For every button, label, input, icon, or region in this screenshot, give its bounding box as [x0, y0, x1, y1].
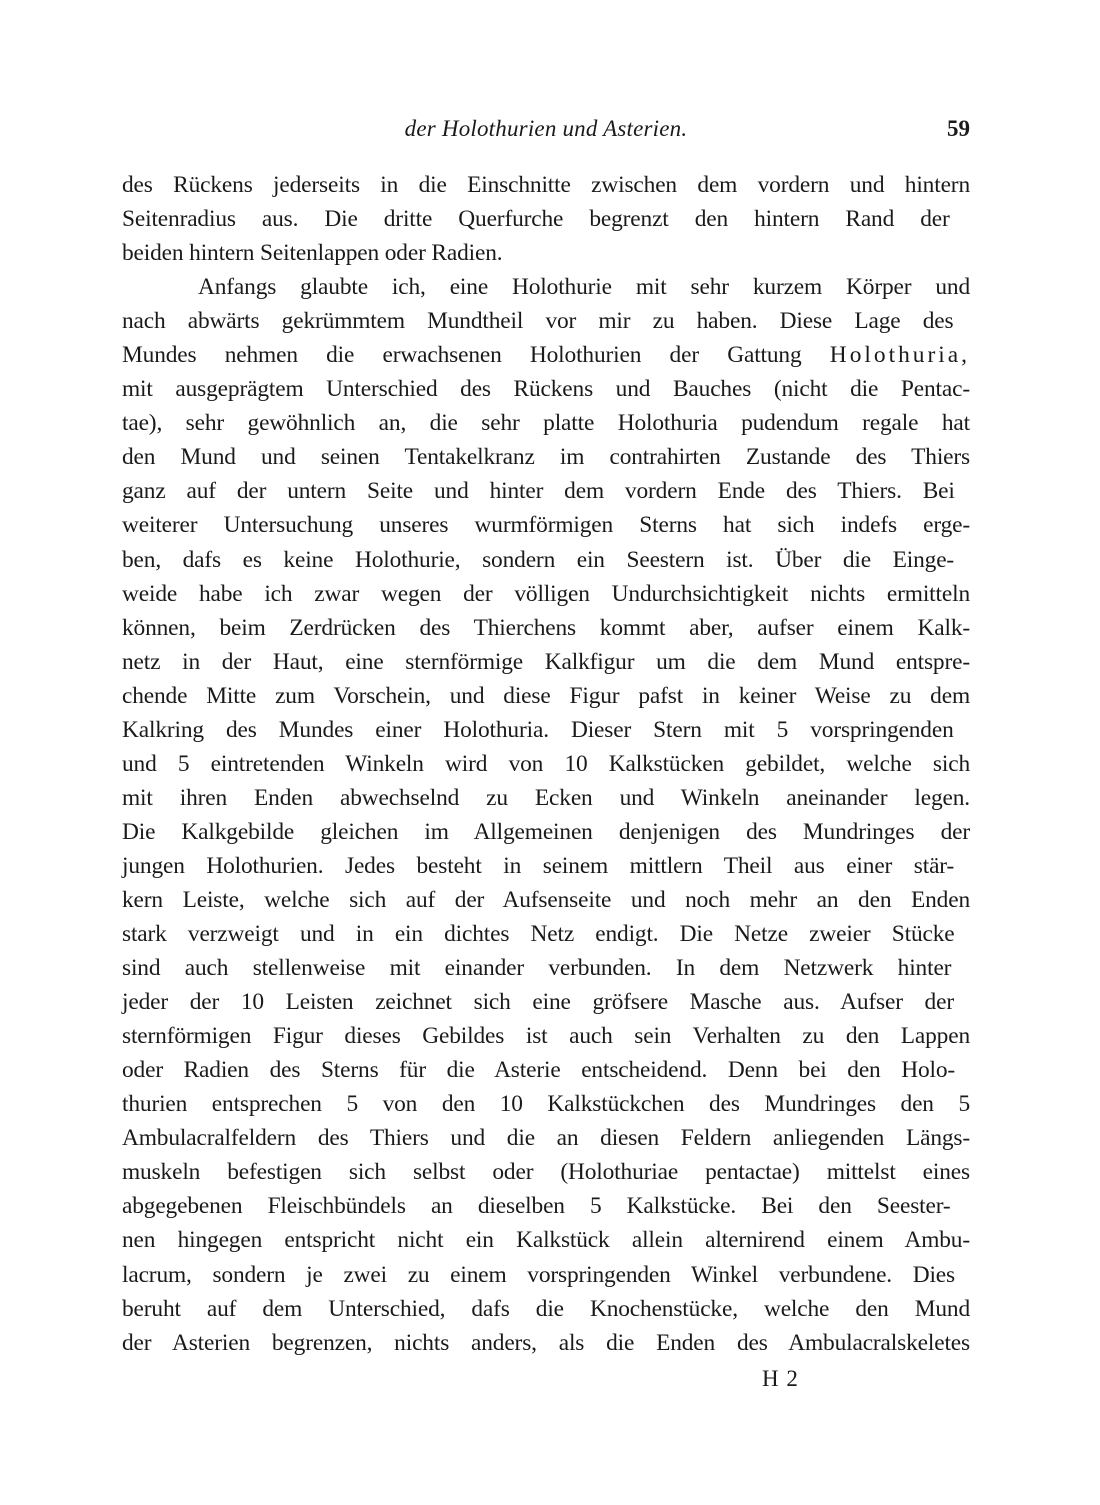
text-line: sind auch stellenweise mit einander verbunden. In dem Netzwerk hinter [122, 955, 952, 982]
text-line: Kalkring des Mundes einer Holothuria. Dieser Stern mit 5 vorspringenden [122, 716, 954, 743]
text-line: des Rückens jederseits in die Einschnitte zwischen dem vordern und hintern [122, 172, 970, 198]
text-line: mit ausgeprägtem Unterschied des Rückens und Bauches (nicht die Pentac- [122, 376, 970, 403]
paragraph [122, 270, 970, 1360]
paragraph [122, 168, 970, 270]
text-line-with-genus [122, 338, 970, 372]
text-line: kern Leiste, welche sich auf der Aufsenseite und noch mehr an den Enden [122, 886, 970, 913]
text-line: sternförmigen Figur dieses Gebildes ist auch sein Verhalten zu den Lappen [122, 1023, 970, 1050]
text-line: nen hingegen entspricht nicht ein Kalkstück allein alternirend einem Ambu- [122, 1227, 970, 1254]
text-line: können, beim Zerdrücken des Thierchens kommt aber, aufser einem Kalk- [122, 614, 970, 641]
text-line: den Mund und seinen Tentakelkranz im contrahirten Zustande des Thiers [122, 444, 970, 471]
text-line: jeder der 10 Leisten zeichnet sich eine gröfsere Masche aus. Aufser der [122, 989, 954, 1016]
body-text [122, 168, 970, 1360]
text-line: lacrum, sondern je zwei zu einem vorspringenden Winkel verbundene. Dies [122, 1261, 955, 1288]
signature-mark: H 2 [762, 1366, 799, 1391]
text-line: netz in der Haut, eine sternförmige Kalkfigur um die dem Mund entspre- [122, 648, 970, 675]
text-line: chende Mitte zum Vorschein, und diese Figur pafst in keiner Weise zu dem [122, 682, 970, 709]
genus-name-spaced: Holothuria, [829, 342, 970, 369]
text-line: mit ihren Enden abwechselnd zu Ecken und Winkeln aneinander legen. [122, 784, 970, 811]
text-line: der Asterien begrenzen, nichts anders, als die Enden des Ambulacralskeletes [122, 1329, 970, 1356]
text-line: und 5 eintretenden Winkeln wird von 10 Kalkstücken gebildet, welche sich [122, 750, 970, 777]
text-line: Ambulacralfeldern des Thiers und die an diesen Feldern anliegenden Längs- [122, 1125, 970, 1152]
running-title: der Holothurien und Asterien. [404, 116, 688, 141]
text-line: weide habe ich zwar wegen der völligen Undurchsichtigkeit nichts ermitteln [122, 580, 970, 607]
text-line: beruht auf dem Unterschied, dafs die Knochenstücke, welche den Mund [122, 1295, 970, 1322]
running-head [122, 112, 970, 146]
text-line: beiden hintern Seitenlappen oder Radien. [122, 240, 503, 267]
text-line: tae), sehr gewöhnlich an, die sehr platte Holothuria pudendum regale hat [122, 410, 970, 437]
text-line: muskeln befestigen sich selbst oder (Holothuriae pentactae) mittelst eines [122, 1159, 970, 1186]
text-line: jungen Holothurien. Jedes besteht in seinem mittlern Theil aus einer stär- [122, 852, 955, 879]
text-line: Die Kalkgebilde gleichen im Allgemeinen denjenigen des Mundringes der [122, 818, 970, 845]
text-line: weiterer Untersuchung unseres wurmförmigen Sterns hat sich indefs erge- [122, 512, 970, 539]
text-line: ganz auf der untern Seite und hinter dem vordern Ende des Thiers. Bei [122, 478, 955, 505]
text-line: nach abwärts gekrümmtem Mundtheil vor mir zu haben. Diese Lage des [122, 308, 954, 335]
text-line: ben, dafs es keine Holothurie, sondern ein Seestern ist. Über die Einge- [122, 546, 955, 573]
page-number: 59 [947, 116, 970, 141]
text-line: Seitenradius aus. Die dritte Querfurche begrenzt den hintern Rand der [122, 206, 950, 233]
text-line: oder Radien des Sterns für die Asterie entscheidend. Denn bei den Holo- [122, 1057, 956, 1084]
text-segment: Mundes nehmen die erwachsenen Holothurien der Gattung [122, 342, 802, 369]
text-line: thurien entsprechen 5 von den 10 Kalkstückchen des Mundringes den 5 [122, 1091, 970, 1118]
text-line: abgegebenen Fleischbündels an dieselben 5 Kalkstücke. Bei den Seester- [122, 1193, 951, 1220]
text-line: stark verzweigt und in ein dichtes Netz endigt. Die Netze zweier Stücke [122, 921, 955, 948]
text-line: Anfangs glaubte ich, eine Holothurie mit sehr kurzem Körper und [198, 274, 970, 301]
